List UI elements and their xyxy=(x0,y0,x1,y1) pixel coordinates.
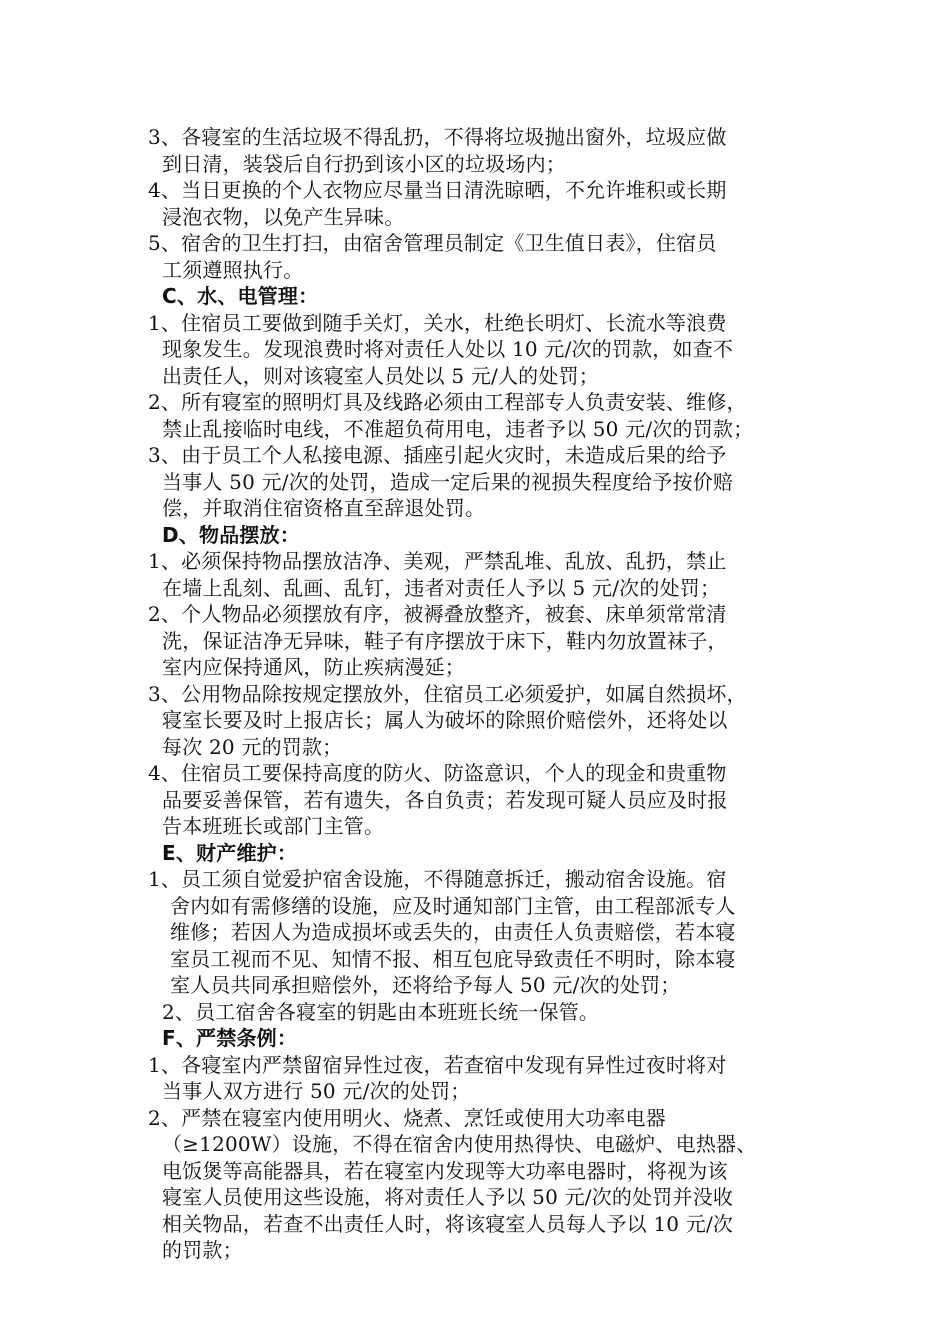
utility-item-3 xyxy=(148,442,798,522)
text-line: 禁止乱接临时电线，不准超负荷用电，违者予以 50 元/次的罚款； xyxy=(162,416,754,441)
text-line: 室人员共同承担赔偿外，还将给予每人 50 元/次的处罚； xyxy=(170,973,681,997)
text-line: 2、个人物品必须摆放有序，被褥叠放整齐，被套、床单须常常清 xyxy=(148,602,727,626)
text-line: 5、宿舍的卫生打扫，由宿舍管理员制定《卫生值日表》，住宿员 xyxy=(148,231,717,255)
text-line: 2、严禁在寝室内使用明火、烧煮、烹饪或使用大功率电器 xyxy=(148,1105,666,1130)
text-line: 4、当日更换的个人衣物应尽量当日清洗晾晒，不允许堆积或长期 xyxy=(148,178,727,202)
section-heading-c: C、水、电管理： xyxy=(162,284,319,308)
text-line: 3、各寝室的生活垃圾不得乱扔，不得将垃圾抛出窗外，垃圾应做 xyxy=(148,125,727,149)
text-line: 1、员工须自觉爱护宿舍设施，不得随意拆迁，搬动宿舍设施。宿 xyxy=(148,867,727,891)
text-line: 告本班班长或部门主管。 xyxy=(162,814,385,838)
sanitation-item-5 xyxy=(148,230,798,283)
text-line: （≥1200W）设施，不得在宿舍内使用热得快、电磁炉、电热器、 xyxy=(162,1132,757,1156)
text-line: 1、住宿员工要做到随手关灯，关水，杜绝长明灯、长流水等浪费 xyxy=(148,310,727,335)
text-line: 1、必须保持物品摆放洁净、美观，严禁乱堆、乱放、乱扔，禁止 xyxy=(148,549,727,573)
text-line: 电饭煲等高能器具，若在寝室内发现等大功率电器时，将视为该 xyxy=(162,1158,728,1183)
text-line: 现象发生。发现浪费时将对责任人处以 10 元/次的罚款，如查不 xyxy=(162,337,734,361)
text-line: 洗，保证洁净无异味，鞋子有序摆放于床下，鞋内勿放置袜子， xyxy=(162,628,728,653)
items-item-2 xyxy=(148,601,798,681)
property-item-1 xyxy=(148,866,798,999)
text-line: 在墙上乱刻、乱画、乱钉，违者对责任人予以 5 元/次的处罚； xyxy=(162,575,721,600)
text-line: 相关物品，若查不出责任人时，将该寝室人员每人予以 10 元/次 xyxy=(162,1211,734,1236)
section-heading-d: D、物品摆放： xyxy=(162,522,301,547)
text-line: 每次 20 元的罚款； xyxy=(162,734,343,759)
text-line: 3、由于员工个人私接电源、插座引起火灾时，未造成后果的给予 xyxy=(148,443,727,467)
utility-item-2 xyxy=(148,389,798,442)
text-line: 舍内如有需修缮的设施，应及时通知部门主管，由工程部派专人 xyxy=(170,893,736,918)
items-item-1 xyxy=(148,548,798,601)
text-line: 4、住宿员工要保持高度的防火、防盗意识，个人的现金和贵重物 xyxy=(148,761,727,785)
text-line: 的罚款； xyxy=(162,1238,243,1262)
section-heading-f: F、严禁条例： xyxy=(162,1026,298,1050)
items-item-4 xyxy=(148,760,798,840)
sanitation-item-3 xyxy=(148,124,798,177)
sanitation-item-4 xyxy=(148,177,798,230)
text-line: 出责任人，则对该寝室人员处以 5 元/人的处罚； xyxy=(162,363,599,388)
section-heading-e: E、财产维护： xyxy=(162,840,298,865)
items-item-3 xyxy=(148,681,798,761)
regulation-text xyxy=(148,124,798,1264)
text-line: 寝室长要及时上报店长；属人为破坏的除照价赔偿外，还将处以 xyxy=(162,708,728,732)
text-line: 3、公用物品除按规定摆放外，住宿员工必须爱护，如属自然损坏， xyxy=(148,681,747,706)
text-line: 到日清，装袋后自行扔到该小区的垃圾场内； xyxy=(162,151,566,176)
text-line: 1、各寝室内严禁留宿异性过夜，若查宿中发现有异性过夜时将对 xyxy=(148,1052,727,1077)
prohibition-item-2 xyxy=(148,1105,798,1264)
utility-item-1 xyxy=(148,310,798,390)
text-line: 2、所有寝室的照明灯具及线路必须由工程部专人负责安装、维修， xyxy=(148,390,747,414)
text-line: 浸泡衣物，以免产生异味。 xyxy=(162,204,405,229)
text-line: 室内应保持通风，防止疾病漫延； xyxy=(162,655,465,679)
text-line: 寝室人员使用这些设施，将对责任人予以 50 元/次的处罚并没收 xyxy=(162,1185,734,1209)
text-line: 品要妥善保管，若有遗失，各自负责；若发现可疑人员应及时报 xyxy=(162,787,728,812)
text-line: 工须遵照执行。 xyxy=(162,257,304,282)
property-item-2: 2、员工宿舍各寝室的钥匙由本班班长统一保管。 xyxy=(162,999,600,1024)
prohibition-item-1 xyxy=(148,1052,798,1105)
text-line: 维修；若因人为造成损坏或丢失的，由责任人负责赔偿，若本寝 xyxy=(170,920,736,944)
text-line: 当事人 50 元/次的处罚，造成一定后果的视损失程度给予按价赔 xyxy=(162,469,734,494)
text-line: 室员工视而不见、知情不报、相互包庇导致责任不明时，除本寝 xyxy=(170,946,736,971)
text-line: 偿，并取消住宿资格直至辞退处罚。 xyxy=(162,496,486,520)
text-line: 当事人双方进行 50 元/次的处罚； xyxy=(162,1079,471,1103)
